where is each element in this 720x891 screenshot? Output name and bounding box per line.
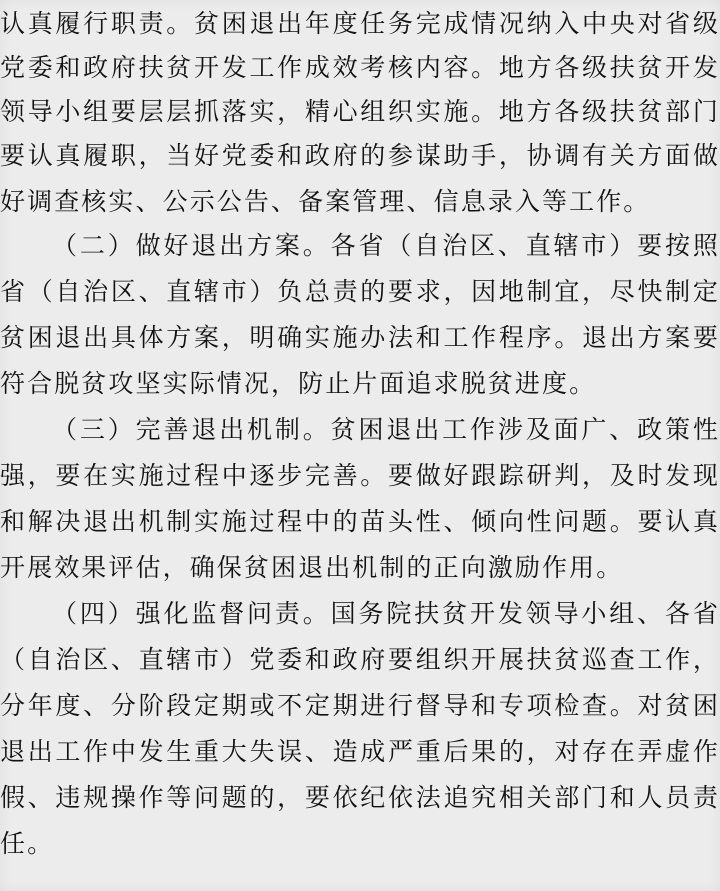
text-line: 强，要在实施过程中逐步完善。要做好跟踪研判，及时发现	[0, 461, 720, 490]
text-line: 任。	[0, 829, 55, 858]
text-line: 党委和政府扶贫开发工作成效考核内容。地方各级扶贫开发	[0, 53, 720, 82]
section-heading-line: （三）完善退出机制。贫困退出工作涉及面广、政策性	[52, 415, 720, 444]
text-line: 退出工作中发生重大失误、造成严重后果的，对存在弄虚作	[0, 737, 720, 766]
text-line: 好调查核实、公示公告、备案管理、信息录入等工作。	[0, 187, 651, 216]
text-line: 省（自治区、直辖市）负总责的要求，因地制宜，尽快制定	[0, 277, 720, 306]
text-line: （自治区、直辖市）党委和政府要组织开展扶贫巡查工作，	[0, 645, 720, 674]
text-line: 和解决退出机制实施过程中的苗头性、倾向性问题。要认真	[0, 507, 720, 536]
text-line: 符合脱贫攻坚实际情况，防止片面追求脱贫进度。	[0, 369, 597, 398]
text-line: 开展效果评估，确保贫困退出机制的正向激励作用。	[0, 553, 624, 582]
text-line: 分年度、分阶段定期或不定期进行督导和专项检查。对贫困	[0, 691, 720, 720]
text-line: 认真履行职责。贫困退出年度任务完成情况纳入中央对省级	[0, 9, 720, 38]
text-line: 贫困退出具体方案，明确实施办法和工作程序。退出方案要	[0, 323, 720, 352]
text-line: 假、违规操作等问题的，要依纪依法追究相关部门和人员责	[0, 783, 720, 812]
section-heading-line: （四）强化监督问责。国务院扶贫开发领导小组、各省	[52, 599, 720, 628]
text-line: 要认真履职，当好党委和政府的参谋助手，协调有关方面做	[0, 141, 720, 170]
text-line: 领导小组要层层抓落实，精心组织实施。地方各级扶贫部门	[0, 97, 720, 126]
section-heading-line: （二）做好退出方案。各省（自治区、直辖市）要按照	[52, 231, 720, 260]
